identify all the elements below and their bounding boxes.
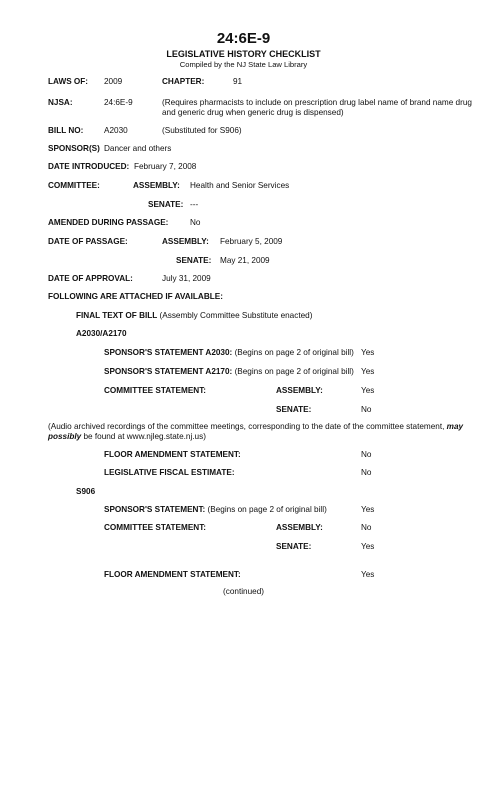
njsa-label: NJSA: (48, 98, 73, 107)
final-text-line (76, 311, 312, 320)
s-floor-amendment-label: FLOOR AMENDMENT STATEMENT: (104, 570, 241, 579)
s-committee-assembly-label: ASSEMBLY: (276, 523, 323, 532)
sponsor-a2030-note: (Begins on page 2 of original bill) (234, 348, 354, 357)
a-committee-senate-label: SENATE: (276, 405, 312, 414)
sponsor-a2170-note: (Begins on page 2 of original bill) (234, 367, 354, 376)
s-floor-amendment-value: Yes (361, 570, 375, 579)
committee-senate-value: --- (190, 200, 199, 209)
committee-assembly-value: Health and Senior Services (190, 181, 290, 190)
date-introduced-label: DATE INTRODUCED: (48, 162, 130, 171)
continued-note: (continued) (223, 587, 264, 596)
s-sponsor-value: Yes (361, 505, 375, 514)
bill-no-value: A2030 (104, 126, 128, 135)
s-committee-label: COMMITTEE STATEMENT: (104, 523, 207, 532)
audio-note-emphasis: may possibly (48, 422, 464, 441)
bill-no-label: BILL NO: (48, 126, 84, 135)
bill-no-note: (Substituted for S906) (162, 126, 242, 135)
s-committee-assembly-value: No (361, 523, 372, 532)
sponsors-label: SPONSOR(S) (48, 144, 100, 153)
committee-label: COMMITTEE: (48, 181, 100, 190)
audio-note-text: (Audio archived recordings of the committee meetings, corresponding to the date of the committee statement, (48, 422, 447, 431)
laws-of-label: LAWS OF: (48, 77, 89, 86)
compiled-by: Compiled by the NJ State Law Library (179, 60, 308, 69)
njsa-description: (Requires pharmacists to include on prescription drug label name of brand name drug and generic drug when generic drug is dispensed) (162, 98, 472, 117)
passage-label: DATE OF PASSAGE: (48, 237, 128, 246)
fiscal-estimate-value: No (361, 468, 372, 477)
s-sponsor-line (104, 505, 327, 514)
s-section-heading: S906 (76, 487, 96, 496)
floor-amendment-value: No (361, 450, 372, 459)
document-title: LEGISLATIVE HISTORY CHECKLIST (166, 49, 321, 59)
sponsor-a2030-value: Yes (361, 348, 375, 357)
sponsor-a2030-label: SPONSOR'S STATEMENT A2030: (104, 348, 233, 357)
committee-senate-label: SENATE: (148, 200, 184, 209)
passage-assembly-value: February 5, 2009 (220, 237, 283, 246)
amended-label: AMENDED DURING PASSAGE: (48, 218, 169, 227)
audio-note (48, 422, 480, 442)
s-committee-senate-label: SENATE: (276, 542, 312, 551)
sponsor-a2170-line (104, 367, 354, 376)
njsa-value: 24:6E-9 (104, 98, 133, 107)
chapter-value: 91 (233, 77, 243, 86)
amended-value: No (190, 218, 201, 227)
a-committee-label: COMMITTEE STATEMENT: (104, 386, 207, 395)
s-committee-senate-value: Yes (361, 542, 375, 551)
floor-amendment-label: FLOOR AMENDMENT STATEMENT: (104, 450, 241, 459)
laws-of-value: 2009 (104, 77, 123, 86)
final-text-label: FINAL TEXT OF BILL (76, 311, 158, 320)
date-introduced-value: February 7, 2008 (134, 162, 197, 171)
fiscal-estimate-label: LEGISLATIVE FISCAL ESTIMATE: (104, 468, 235, 477)
a-committee-assembly-value: Yes (361, 386, 375, 395)
s-sponsor-label: SPONSOR'S STATEMENT: (104, 505, 206, 514)
approval-label: DATE OF APPROVAL: (48, 274, 133, 283)
audio-note-tail: be found at www.njleg.state.nj.us) (81, 432, 206, 441)
sponsor-a2170-label: SPONSOR'S STATEMENT A2170: (104, 367, 233, 376)
passage-senate-value: May 21, 2009 (220, 256, 270, 265)
approval-value: July 31, 2009 (162, 274, 211, 283)
sponsor-a2030-line (104, 348, 354, 357)
passage-senate-label: SENATE: (176, 256, 212, 265)
a-committee-assembly-label: ASSEMBLY: (276, 386, 323, 395)
sponsor-a2170-value: Yes (361, 367, 375, 376)
final-text-note: (Assembly Committee Substitute enacted) (159, 311, 313, 320)
attached-heading: FOLLOWING ARE ATTACHED IF AVAILABLE: (48, 292, 223, 301)
sponsors-value: Dancer and others (104, 144, 172, 153)
committee-assembly-label: ASSEMBLY: (133, 181, 180, 190)
document-code: 24:6E-9 (216, 30, 271, 47)
passage-assembly-label: ASSEMBLY: (162, 237, 209, 246)
a-committee-senate-value: No (361, 405, 372, 414)
chapter-label: CHAPTER: (162, 77, 205, 86)
a-section-heading: A2030/A2170 (76, 329, 127, 338)
s-sponsor-note: (Begins on page 2 of original bill) (207, 505, 327, 514)
